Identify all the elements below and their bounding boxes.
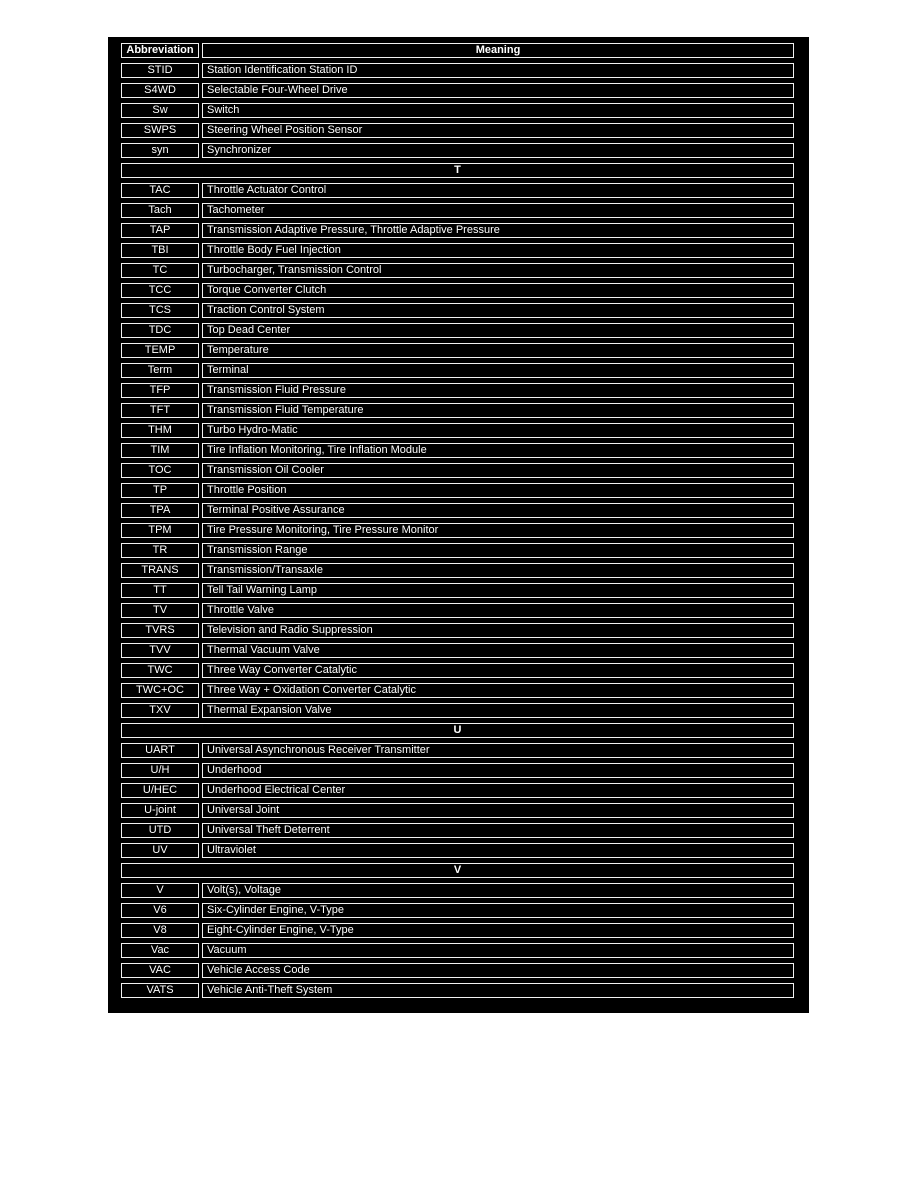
- section-divider-row: [121, 163, 794, 178]
- abbreviation-cell: TOC: [121, 463, 199, 478]
- table-row: [121, 963, 794, 978]
- table-row: [121, 543, 794, 558]
- abbreviation-cell: V8: [121, 923, 199, 938]
- meaning-cell: Transmission Adaptive Pressure, Throttle Adaptive Pressure: [202, 223, 794, 238]
- section-letter-cell: U: [121, 723, 794, 738]
- table-row: [121, 603, 794, 618]
- meaning-cell: Underhood Electrical Center: [202, 783, 794, 798]
- meaning-cell: Station Identification Station ID: [202, 63, 794, 78]
- meaning-cell: Three Way Converter Catalytic: [202, 663, 794, 678]
- meaning-cell: Tire Inflation Monitoring, Tire Inflation Module: [202, 443, 794, 458]
- column-header-abbreviation: Abbreviation: [121, 43, 199, 58]
- table-row: [121, 663, 794, 678]
- table-header-row: [121, 43, 794, 58]
- table-row: [121, 463, 794, 478]
- meaning-cell: Temperature: [202, 343, 794, 358]
- table-body: [121, 63, 794, 998]
- table-row: [121, 303, 794, 318]
- abbreviation-cell: TWC+OC: [121, 683, 199, 698]
- abbreviation-cell: Tach: [121, 203, 199, 218]
- abbreviation-cell: TIM: [121, 443, 199, 458]
- meaning-cell: Universal Joint: [202, 803, 794, 818]
- meaning-cell: Transmission Range: [202, 543, 794, 558]
- abbreviation-cell: TVV: [121, 643, 199, 658]
- abbreviation-cell: TVRS: [121, 623, 199, 638]
- table-row: [121, 843, 794, 858]
- abbreviation-cell: TFT: [121, 403, 199, 418]
- meaning-cell: Selectable Four-Wheel Drive: [202, 83, 794, 98]
- meaning-cell: Vehicle Access Code: [202, 963, 794, 978]
- table-row: [121, 583, 794, 598]
- abbreviation-cell: TRANS: [121, 563, 199, 578]
- meaning-cell: Synchronizer: [202, 143, 794, 158]
- meaning-cell: Torque Converter Clutch: [202, 283, 794, 298]
- abbreviation-cell: TAC: [121, 183, 199, 198]
- table-row: [121, 743, 794, 758]
- table-row: [121, 223, 794, 238]
- table-row: [121, 903, 794, 918]
- meaning-cell: Eight-Cylinder Engine, V-Type: [202, 923, 794, 938]
- abbreviation-cell: TT: [121, 583, 199, 598]
- column-header-meaning: Meaning: [202, 43, 794, 58]
- meaning-cell: Tachometer: [202, 203, 794, 218]
- table-row: [121, 143, 794, 158]
- table-row: [121, 923, 794, 938]
- section-divider-row: [121, 863, 794, 878]
- abbreviation-cell: V: [121, 883, 199, 898]
- meaning-cell: Top Dead Center: [202, 323, 794, 338]
- meaning-cell: Six-Cylinder Engine, V-Type: [202, 903, 794, 918]
- meaning-cell: Traction Control System: [202, 303, 794, 318]
- table-row: [121, 183, 794, 198]
- section-letter-cell: V: [121, 863, 794, 878]
- abbreviation-table: [118, 38, 797, 1003]
- table-row: [121, 703, 794, 718]
- meaning-cell: Transmission Fluid Temperature: [202, 403, 794, 418]
- abbreviation-cell: VAC: [121, 963, 199, 978]
- table-row: [121, 943, 794, 958]
- table-row: [121, 483, 794, 498]
- abbreviation-cell: TWC: [121, 663, 199, 678]
- abbreviation-cell: UART: [121, 743, 199, 758]
- abbreviation-cell: Term: [121, 363, 199, 378]
- meaning-cell: Turbo Hydro-Matic: [202, 423, 794, 438]
- meaning-cell: Throttle Body Fuel Injection: [202, 243, 794, 258]
- abbreviation-cell: TFP: [121, 383, 199, 398]
- table-row: [121, 803, 794, 818]
- table-row: [121, 83, 794, 98]
- table-row: [121, 323, 794, 338]
- meaning-cell: Universal Asynchronous Receiver Transmitter: [202, 743, 794, 758]
- meaning-cell: Terminal Positive Assurance: [202, 503, 794, 518]
- abbreviation-cell: Sw: [121, 103, 199, 118]
- abbreviation-cell: SWPS: [121, 123, 199, 138]
- table-row: [121, 763, 794, 778]
- meaning-cell: Three Way + Oxidation Converter Catalytic: [202, 683, 794, 698]
- abbreviation-cell: TBI: [121, 243, 199, 258]
- meaning-cell: Volt(s), Voltage: [202, 883, 794, 898]
- table-row: [121, 63, 794, 78]
- meaning-cell: Turbocharger, Transmission Control: [202, 263, 794, 278]
- table-row: [121, 563, 794, 578]
- table-row: [121, 523, 794, 538]
- table-row: [121, 823, 794, 838]
- abbreviation-cell: TP: [121, 483, 199, 498]
- meaning-cell: Underhood: [202, 763, 794, 778]
- abbreviation-cell: syn: [121, 143, 199, 158]
- abbreviation-cell: S4WD: [121, 83, 199, 98]
- meaning-cell: Television and Radio Suppression: [202, 623, 794, 638]
- table-row: [121, 503, 794, 518]
- table-row: [121, 283, 794, 298]
- meaning-cell: Throttle Valve: [202, 603, 794, 618]
- meaning-cell: Throttle Position: [202, 483, 794, 498]
- abbreviation-cell: UV: [121, 843, 199, 858]
- table-row: [121, 883, 794, 898]
- table-row: [121, 443, 794, 458]
- table-row: [121, 123, 794, 138]
- abbreviation-cell: Vac: [121, 943, 199, 958]
- table-row: [121, 363, 794, 378]
- meaning-cell: Vacuum: [202, 943, 794, 958]
- table-row: [121, 403, 794, 418]
- table-row: [121, 983, 794, 998]
- table-row: [121, 623, 794, 638]
- abbreviation-cell: TXV: [121, 703, 199, 718]
- meaning-cell: Switch: [202, 103, 794, 118]
- table-row: [121, 643, 794, 658]
- meaning-cell: Tell Tail Warning Lamp: [202, 583, 794, 598]
- meaning-cell: Transmission/Transaxle: [202, 563, 794, 578]
- table-row: [121, 243, 794, 258]
- abbreviation-cell: THM: [121, 423, 199, 438]
- meaning-cell: Steering Wheel Position Sensor: [202, 123, 794, 138]
- meaning-cell: Transmission Oil Cooler: [202, 463, 794, 478]
- abbreviation-cell: TPA: [121, 503, 199, 518]
- abbreviation-cell: TPM: [121, 523, 199, 538]
- meaning-cell: Throttle Actuator Control: [202, 183, 794, 198]
- table-row: [121, 683, 794, 698]
- table-row: [121, 203, 794, 218]
- table-row: [121, 383, 794, 398]
- abbreviation-cell: TR: [121, 543, 199, 558]
- abbreviation-cell: TCC: [121, 283, 199, 298]
- abbreviation-cell: TV: [121, 603, 199, 618]
- section-divider-row: [121, 723, 794, 738]
- meaning-cell: Transmission Fluid Pressure: [202, 383, 794, 398]
- abbreviation-cell: STID: [121, 63, 199, 78]
- meaning-cell: Terminal: [202, 363, 794, 378]
- meaning-cell: Thermal Expansion Valve: [202, 703, 794, 718]
- meaning-cell: Thermal Vacuum Valve: [202, 643, 794, 658]
- table-row: [121, 783, 794, 798]
- meaning-cell: Ultraviolet: [202, 843, 794, 858]
- abbreviation-cell: UTD: [121, 823, 199, 838]
- abbreviation-cell: TAP: [121, 223, 199, 238]
- abbreviation-cell: TCS: [121, 303, 199, 318]
- table-row: [121, 263, 794, 278]
- abbreviation-cell: VATS: [121, 983, 199, 998]
- abbreviation-cell: U/H: [121, 763, 199, 778]
- meaning-cell: Universal Theft Deterrent: [202, 823, 794, 838]
- table-row: [121, 343, 794, 358]
- meaning-cell: Vehicle Anti-Theft System: [202, 983, 794, 998]
- table-row: [121, 103, 794, 118]
- meaning-cell: Tire Pressure Monitoring, Tire Pressure Monitor: [202, 523, 794, 538]
- abbreviation-cell: U/HEC: [121, 783, 199, 798]
- abbreviation-cell: TC: [121, 263, 199, 278]
- abbreviation-cell: V6: [121, 903, 199, 918]
- table-row: [121, 423, 794, 438]
- abbreviation-table-block: [108, 37, 809, 1013]
- section-letter-cell: T: [121, 163, 794, 178]
- abbreviation-cell: TDC: [121, 323, 199, 338]
- abbreviation-cell: U-joint: [121, 803, 199, 818]
- abbreviation-cell: TEMP: [121, 343, 199, 358]
